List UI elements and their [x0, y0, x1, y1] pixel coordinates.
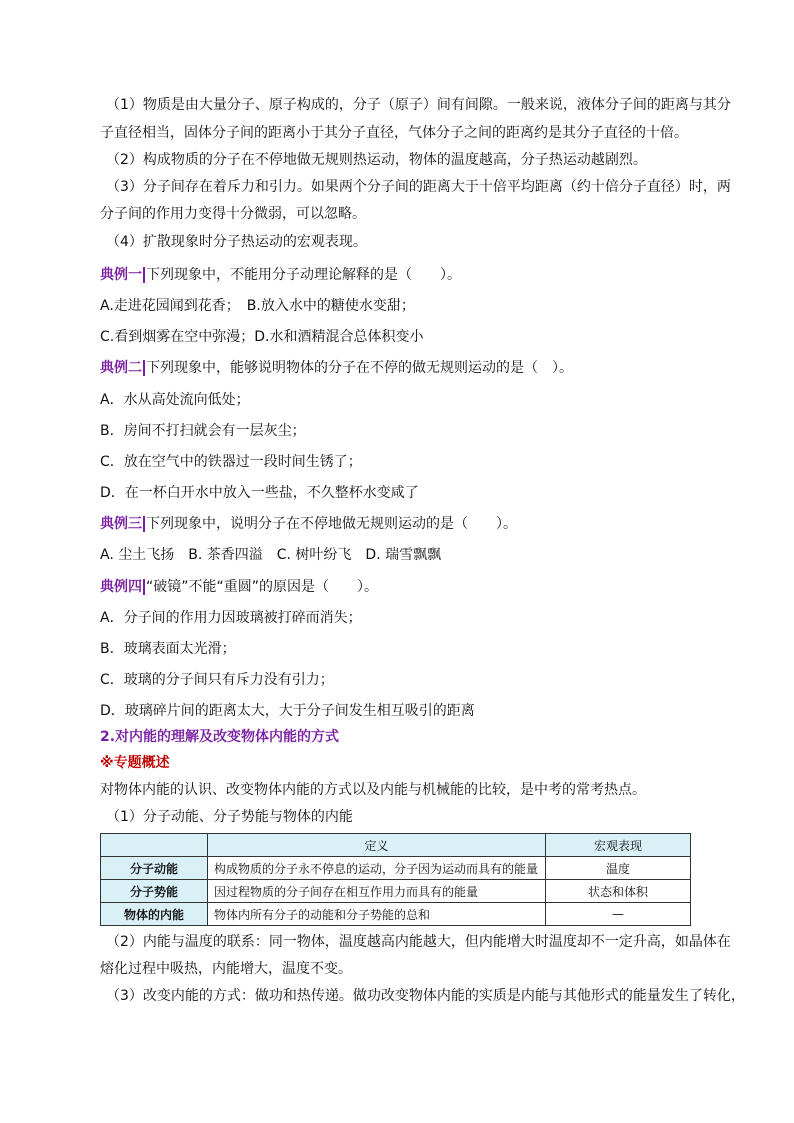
example-4-option: C．玻璃的分子间只有斥力没有引力； [100, 672, 334, 688]
example-2-option: C．放在空气中的铁器过一段时间生锈了； [100, 454, 362, 470]
table-header-cell [101, 834, 208, 857]
intro-paragraph-1-line-2: 子直径相当，固体分子间的距离小于其分子直径，气体分子之间的距离约是其分子直径的十倍。 [100, 125, 688, 141]
table-header-cell: 定义 [208, 834, 546, 857]
example-1-option: C.看到烟雾在空中弥漫；D.水和酒精混合总体积变小 [100, 329, 424, 345]
intro-paragraph-3-line-2: 分子间的作用力变得十分微弱，可以忽略。 [100, 206, 366, 222]
example-4-label: 典例四 [100, 579, 145, 595]
example-4-question [100, 578, 700, 596]
intro-paragraph-4: （4）扩散现象时分子热运动的宏观表现。 [106, 234, 367, 250]
section-2-title: 2.对内能的理解及改变物体内能的方式 [100, 729, 340, 745]
example-3-question-text: 下列现象中，说明分子在不停地做无规则运动的是（ ）。 [146, 516, 517, 532]
example-2-option: A．水从高处流向低处； [100, 392, 250, 408]
example-4-question-text: “破镜”不能“重圆”的原因是（ ）。 [146, 579, 379, 595]
table-cell: 温度 [546, 857, 691, 880]
table-cell: 因过程物质的分子间存在相互作用力而具有的能量 [208, 880, 546, 903]
overview-text: 对物体内能的认识、改变物体内能的方式以及内能与机械能的比较，是中考的常考热点。 [100, 782, 646, 798]
intro-paragraph-2: （2）构成物质的分子在不停地做无规则热运动，物体的温度越高，分子热运动越剧烈。 [106, 152, 647, 168]
table-row [101, 903, 691, 926]
table-row-label: 物体的内能 [101, 903, 208, 926]
example-1-question-text: 下列现象中，不能用分子动理论解释的是（ ）。 [146, 267, 461, 283]
outro-paragraph-3: （3）改变内能的方式：做功和热传递。做功改变物体内能的实质是内能与其他形式的能量发生了转化， [106, 988, 745, 1004]
table-row [101, 857, 691, 880]
outro-paragraph-2-line-1: （2）内能与温度的联系：同一物体，温度越高内能越大，但内能增大时温度却不一定升高，如晶体在 [106, 934, 731, 950]
overview-label: ※专题概述 [100, 755, 170, 771]
example-2-option: B．房间不打扫就会有一层灰尘； [100, 423, 306, 439]
example-2-label: 典例二 [100, 360, 145, 376]
example-3-label: 典例三 [100, 516, 145, 532]
example-3-question [100, 515, 700, 533]
example-1-option: A.走进花园闻到花香； B.放入水中的糖使水变甜； [100, 298, 415, 314]
example-2-question [100, 359, 700, 377]
outro-paragraph-2-line-2: 熔化过程中吸热，内能增大，温度不变。 [100, 961, 352, 977]
table-cell: 状态和体积 [546, 880, 691, 903]
energy-table [100, 833, 691, 926]
example-4-option: D．玻璃碎片间的距离太大，大于分子间发生相互吸引的距离 [100, 703, 475, 719]
example-2-question-text: 下列现象中，能够说明物体的分子在不停的做无规则运动的是（ ）。 [146, 360, 573, 376]
section-2-item-1: （1）分子动能、分子势能与物体的内能 [106, 809, 353, 825]
table-header-cell: 宏观表现 [546, 834, 691, 857]
table-row [101, 880, 691, 903]
table-header-row [101, 834, 691, 857]
example-2-option: D．在一杯白开水中放入一些盐，不久整杯水变咸了 [100, 485, 419, 501]
example-1-question [100, 266, 700, 284]
example-3-option: A. 尘土飞扬 B. 茶香四溢 C. 树叶纷飞 D. 瑞雪飘飘 [100, 547, 442, 563]
intro-paragraph-1-line-1: （1）物质是由大量分子、原子构成的，分子（原子）间有间隙。一般来说，液体分子间的距离与其分 [106, 97, 731, 113]
example-4-option: A．分子间的作用力因玻璃被打碎而消失； [100, 610, 362, 626]
table-cell: 物体内所有分子的动能和分子势能的总和 [208, 903, 546, 926]
table-row-label: 分子动能 [101, 857, 208, 880]
table-cell: — [546, 903, 691, 926]
table-cell: 构成物质的分子永不停息的运动，分子因为运动而具有的能量 [208, 857, 546, 880]
example-4-option: B．玻璃表面太光滑； [100, 641, 236, 657]
example-1-label: 典例一 [100, 267, 145, 283]
table-row-label: 分子势能 [101, 880, 208, 903]
intro-paragraph-3-line-1: （3）分子间存在着斥力和引力。如果两个分子间的距离大于十倍平均距离（约十倍分子直径）时，两 [106, 179, 731, 195]
